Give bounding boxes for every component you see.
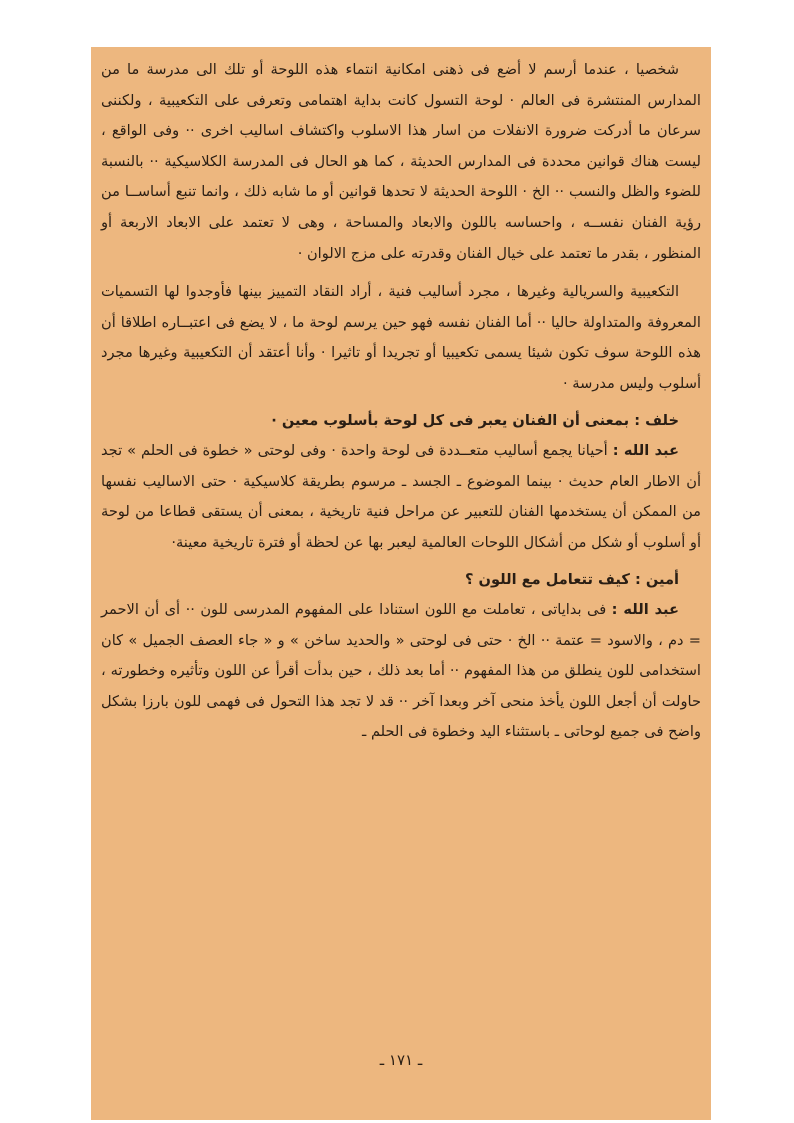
paragraph-styles: التكعيبية والسريالية وغيرها ، مجرد أساليب فنية ، أراد النقاد التمييز بينها فأوجدوا لها التسميات المعروفة والمتداولة حاليا ·· أما الفنان نفسه فهو حين يرسم لوحة ما ، لا يضع فى اعتبــاره اطلاقا أن هذه اللوحة سوف تكون شيئا يسمى تكعيبيا أو تجريدا أو تاثيرا · وأنا أعتقد أن التكعيبية وغيرها مجرد أسلوب وليس مدرسة · [101,283,701,392]
speaker-label: عبد الله : [611,601,679,619]
answer-abdullah-styles [101,436,701,558]
book-page [91,47,711,1120]
paragraph-cubism-intro: شخصيا ، عندما أرسم لا أضع فى ذهنى امكانية انتماء هذه اللوحة أو تلك الى مدرسة ما من المدارس المنتشرة فى العالم · لوحة التسول كانت بداية اهتمامى وتعرفى على التكعيبية ، ولكننى سرعان ما أدركت ضرورة الانفلات من اسار هذا الاسلوب واكتشاف اساليب اخرى ·· وفى الواقع ، ليست هناك قوانين محددة فى المدارس الحديثة ، كما هو الحال فى المدرسة الكلاسيكية ·· بالنسبة للضوء والظل والنسب ·· الخ · اللوحة الحديثة لا تحدها قوانين أو ما شابه ذلك ، وانما تنبع أساســا من رؤية الفنان نفســه ، واحساسه باللون والابعاد والمساحة ، وهى لا تعتمد على الابعاد الاربعة أو المنظور ، بقدر ما تعتمد على خيال الفنان وقدرته على مزج الالوان · [101,61,701,262]
question-amin: أمين : كيف تتعامل مع اللون ؟ [464,570,679,588]
page-number: ـ ١٧١ ـ [379,1051,423,1069]
answer-text: أحيانا يجمع أساليب متعــددة فى لوحة واحدة · وفى لوحتى « خطوة فى الحلم » تجد أن الاطار العام حديث · بينما الموضوع ـ الجسد ـ مرسوم بطريقة كلاسيكية · حتى الاساليب نفسها من الممكن أن يستخدمها الفنان للتعبير عن مراحل فنية تاريخية ، بمعنى أن يستقى قطاعا من لوحة أو أسلوب أو شكل من أشكال اللوحات العالمية ليعبر بها عن لحظة أو فترة تاريخية معينة· [101,442,701,551]
page-text [101,55,701,748]
question-khalaf: خلف : بمعنى أن الفنان يعبر فى كل لوحة بأسلوب معين · [271,411,679,429]
answer-text: فى بداياتى ، تعاملت مع اللون استنادا على المفهوم المدرسى للون ·· أى أن الاحمر = دم ، والاسود = عتمة ·· الخ · حتى فى لوحتى « والحديد ساخن » و « جاء العصف الجميل » كان استخدامى للون ينطلق من هذا المفهوم ·· أما بعد ذلك ، حين بدأت أقرأ عن اللون وتأثيره وخطورته ، حاولت أن أجعل اللون يأخذ منحى آخر وبعدا آخر ·· قد لا تجد هذا التحول فى فهمى للون بارزا بشكل واضح فى جميع لوحاتى ـ باستثناء اليد وخطوة فى الحلم ـ [101,601,701,741]
answer-abdullah-color [101,595,701,748]
speaker-label: عبد الله : [612,442,679,460]
